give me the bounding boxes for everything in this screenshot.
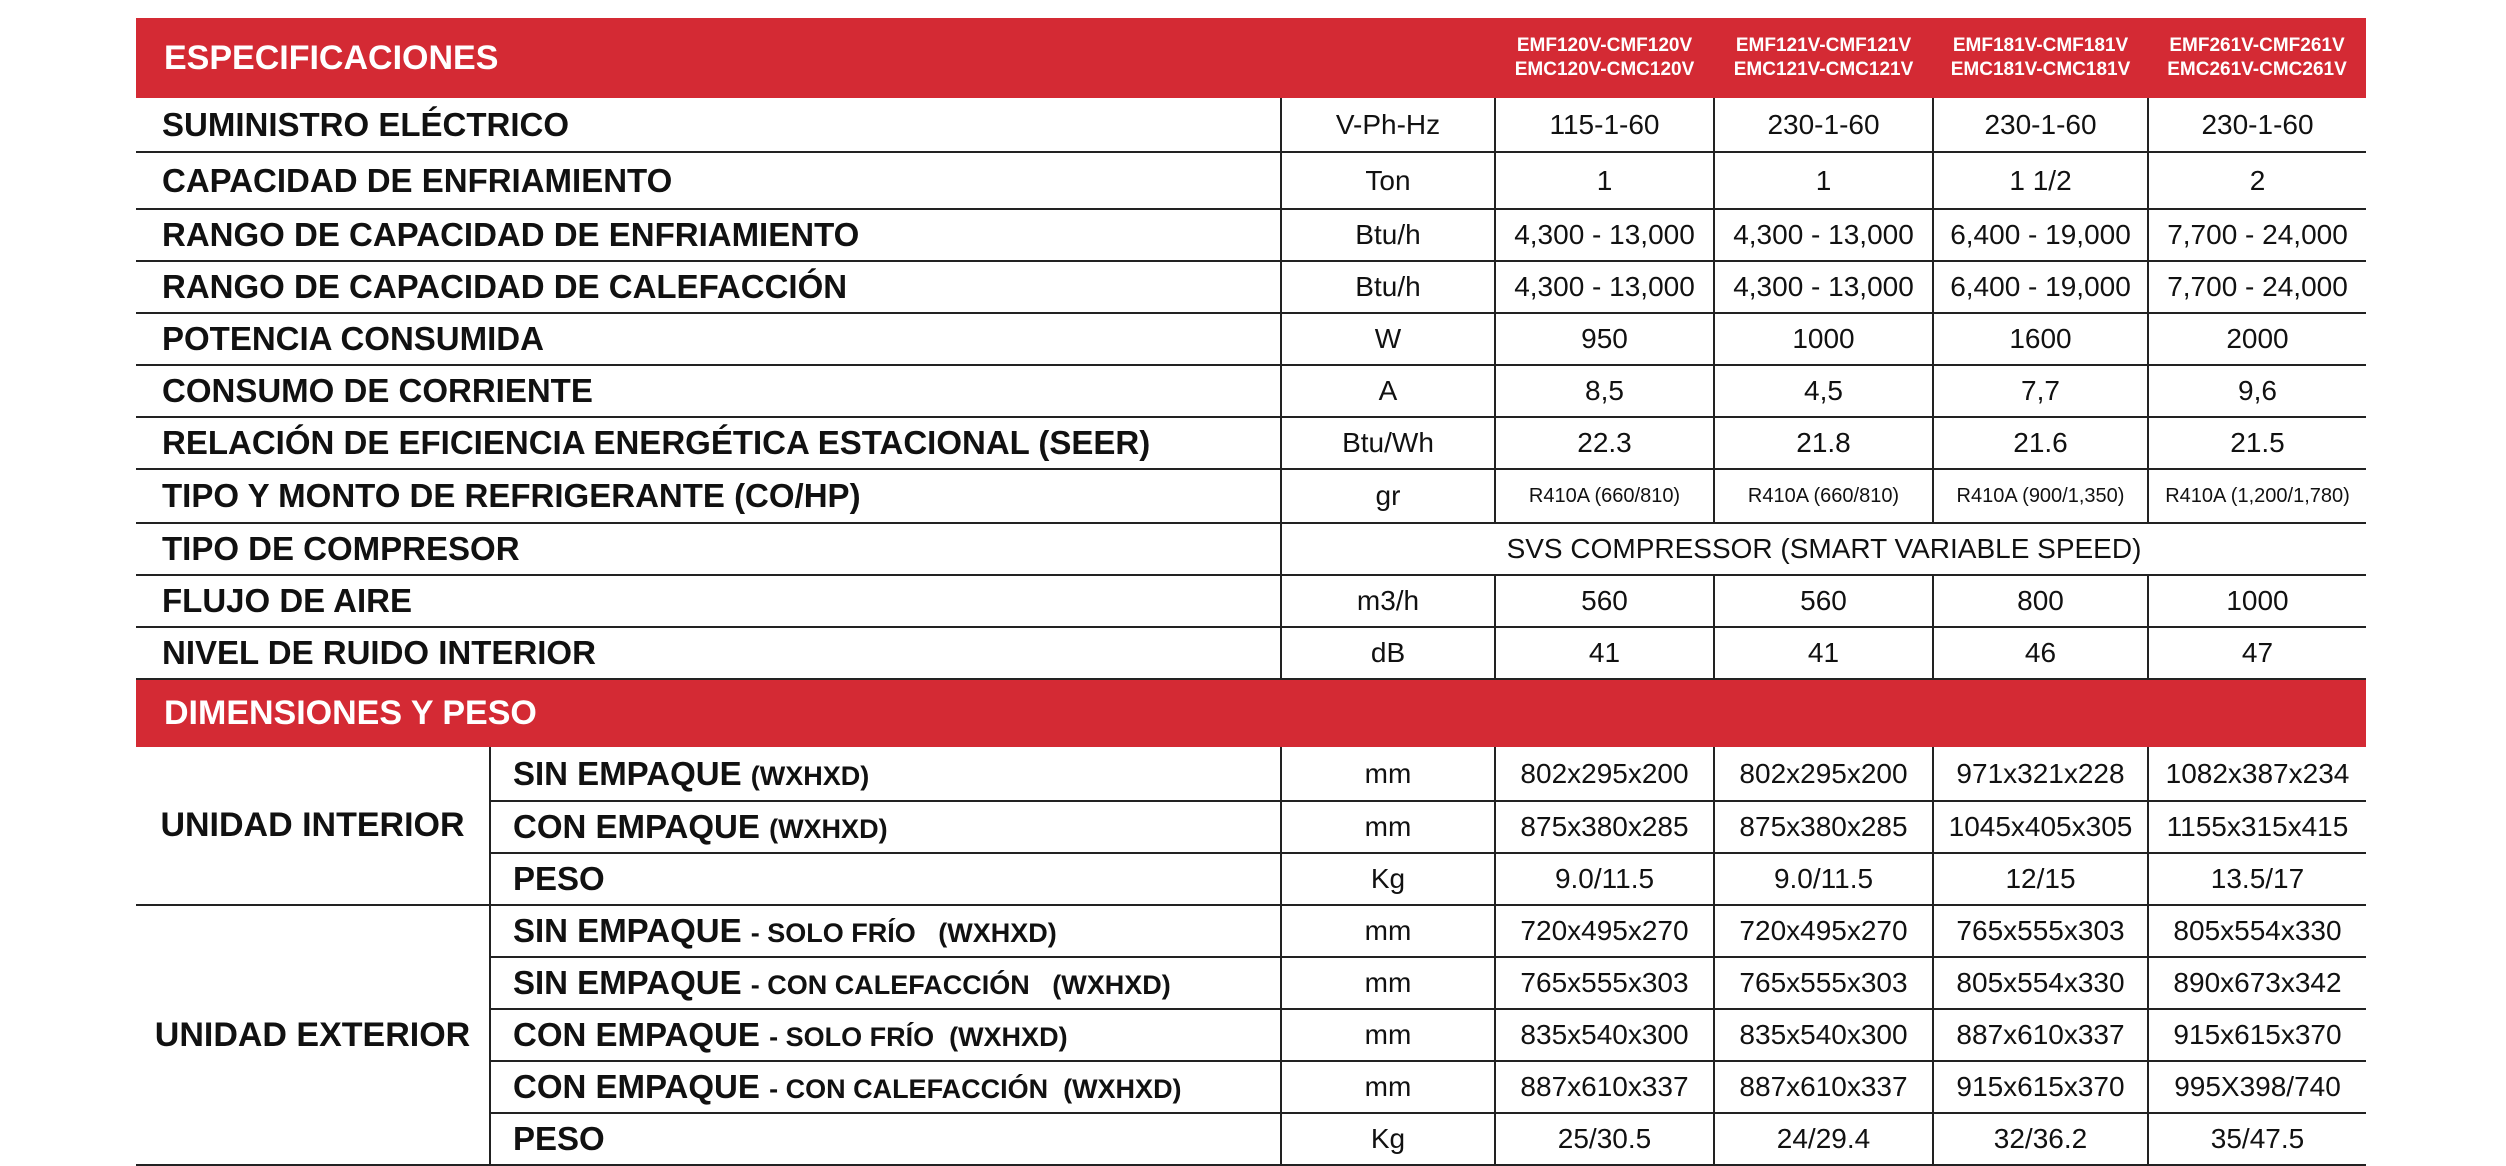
indoor-unit-row bbox=[136, 747, 2366, 801]
spec-value: 950 bbox=[1495, 313, 1714, 365]
spec-value: 46 bbox=[1933, 627, 2148, 679]
model-header-2: EMF121V-CMF121V EMC121V-CMC121V bbox=[1714, 18, 1933, 98]
dimension-detail: (WXHXD) bbox=[750, 760, 870, 791]
spec-row bbox=[136, 365, 2366, 417]
spec-value: R410A (1,200/1,780) bbox=[2148, 469, 2366, 523]
spec-value: 8,5 bbox=[1495, 365, 1714, 417]
spec-value: 560 bbox=[1714, 575, 1933, 627]
spec-value: R410A (660/810) bbox=[1495, 469, 1714, 523]
spec-unit: W bbox=[1281, 313, 1495, 365]
spec-value: 1 bbox=[1714, 152, 1933, 209]
dimensions-band bbox=[136, 679, 2366, 747]
spec-label: FLUJO DE AIRE bbox=[136, 575, 1281, 627]
spec-unit: Ton bbox=[1281, 152, 1495, 209]
dimension-value: 805x554x330 bbox=[2148, 905, 2366, 957]
spec-value: R410A (900/1,350) bbox=[1933, 469, 2148, 523]
spec-value: 1000 bbox=[2148, 575, 2366, 627]
dimension-value: 720x495x270 bbox=[1714, 905, 1933, 957]
dimension-value: 835x540x300 bbox=[1714, 1009, 1933, 1061]
dimension-value: 875x380x285 bbox=[1495, 801, 1714, 853]
dimension-unit: mm bbox=[1281, 905, 1495, 957]
dimension-label bbox=[490, 1113, 1281, 1165]
specifications-sheet bbox=[136, 18, 2366, 1166]
spec-value: 115-1-60 bbox=[1495, 98, 1714, 152]
model-header-1: EMF120V-CMF120V EMC120V-CMC120V bbox=[1495, 18, 1714, 98]
dimension-value: 802x295x200 bbox=[1714, 747, 1933, 801]
dimension-label bbox=[490, 801, 1281, 853]
dimension-unit: mm bbox=[1281, 1061, 1495, 1113]
spec-label: RANGO DE CAPACIDAD DE CALEFACCIÓN bbox=[136, 261, 1281, 313]
dimension-main: CON EMPAQUE bbox=[513, 808, 760, 845]
spec-label: SUMINISTRO ELÉCTRICO bbox=[136, 98, 1281, 152]
spec-value: 21.6 bbox=[1933, 417, 2148, 469]
dimension-label bbox=[490, 853, 1281, 905]
spec-value: 4,300 - 13,000 bbox=[1495, 261, 1714, 313]
specifications-table bbox=[136, 18, 2366, 1166]
dimension-value: 35/47.5 bbox=[2148, 1113, 2366, 1165]
spec-unit: A bbox=[1281, 365, 1495, 417]
spec-label: POTENCIA CONSUMIDA bbox=[136, 313, 1281, 365]
model-header-4: EMF261V-CMF261V EMC261V-CMC261V bbox=[2148, 18, 2366, 98]
spec-row bbox=[136, 627, 2366, 679]
spec-value: 1 1/2 bbox=[1933, 152, 2148, 209]
dimension-main: CON EMPAQUE bbox=[513, 1068, 760, 1105]
dimension-main: SIN EMPAQUE bbox=[513, 912, 742, 949]
spec-value: 47 bbox=[2148, 627, 2366, 679]
section-title-dimensions: DIMENSIONES Y PESO bbox=[136, 679, 2366, 747]
spec-label: RANGO DE CAPACIDAD DE ENFRIAMIENTO bbox=[136, 209, 1281, 261]
spec-value: 2000 bbox=[2148, 313, 2366, 365]
spec-row bbox=[136, 417, 2366, 469]
dimension-value: 720x495x270 bbox=[1495, 905, 1714, 957]
dimension-unit: mm bbox=[1281, 747, 1495, 801]
dimension-detail: (WXHXD) bbox=[769, 814, 888, 844]
dimension-value: 765x555x303 bbox=[1933, 905, 2148, 957]
spec-row bbox=[136, 209, 2366, 261]
dimension-value: 835x540x300 bbox=[1495, 1009, 1714, 1061]
spec-value: 560 bbox=[1495, 575, 1714, 627]
spec-value: R410A (660/810) bbox=[1714, 469, 1933, 523]
dimension-main: PESO bbox=[513, 1120, 605, 1157]
dimension-value: 887x610x337 bbox=[1933, 1009, 2148, 1061]
dimension-label bbox=[490, 747, 1281, 801]
dimension-detail: - CON CALEFACCIÓN (WXHXD) bbox=[769, 1074, 1182, 1104]
dimension-main: SIN EMPAQUE bbox=[513, 964, 742, 1001]
spec-span-value: SVS COMPRESSOR (SMART VARIABLE SPEED) bbox=[1281, 523, 2366, 575]
dimension-value: 890x673x342 bbox=[2148, 957, 2366, 1009]
dimension-value: 9.0/11.5 bbox=[1495, 853, 1714, 905]
dimension-main: PESO bbox=[513, 860, 605, 897]
spec-value: 7,700 - 24,000 bbox=[2148, 209, 2366, 261]
dimension-value: 1155x315x415 bbox=[2148, 801, 2366, 853]
spec-unit: gr bbox=[1281, 469, 1495, 523]
dimension-detail: - SOLO FRÍO (WXHXD) bbox=[750, 918, 1057, 948]
spec-value: 4,300 - 13,000 bbox=[1714, 261, 1933, 313]
spec-value: 21.5 bbox=[2148, 417, 2366, 469]
spec-value: 9,6 bbox=[2148, 365, 2366, 417]
spec-value: 4,300 - 13,000 bbox=[1714, 209, 1933, 261]
dimension-value: 12/15 bbox=[1933, 853, 2148, 905]
dimension-value: 765x555x303 bbox=[1714, 957, 1933, 1009]
spec-value: 230-1-60 bbox=[2148, 98, 2366, 152]
spec-unit: Btu/Wh bbox=[1281, 417, 1495, 469]
spec-value: 7,700 - 24,000 bbox=[2148, 261, 2366, 313]
section-title-specifications: ESPECIFICACIONES bbox=[136, 18, 1495, 98]
spec-value: 21.8 bbox=[1714, 417, 1933, 469]
dimension-value: 32/36.2 bbox=[1933, 1113, 2148, 1165]
spec-value: 230-1-60 bbox=[1714, 98, 1933, 152]
spec-row bbox=[136, 261, 2366, 313]
spec-unit: Btu/h bbox=[1281, 261, 1495, 313]
spec-value: 7,7 bbox=[1933, 365, 2148, 417]
dimension-unit: mm bbox=[1281, 801, 1495, 853]
spec-value: 6,400 - 19,000 bbox=[1933, 261, 2148, 313]
dimension-value: 24/29.4 bbox=[1714, 1113, 1933, 1165]
spec-label: RELACIÓN DE EFICIENCIA ENERGÉTICA ESTACIONAL (SEER) bbox=[136, 417, 1281, 469]
dimension-label bbox=[490, 1061, 1281, 1113]
spec-row bbox=[136, 523, 2366, 575]
spec-label: NIVEL DE RUIDO INTERIOR bbox=[136, 627, 1281, 679]
model-header-3: EMF181V-CMF181V EMC181V-CMC181V bbox=[1933, 18, 2148, 98]
spec-row bbox=[136, 575, 2366, 627]
spec-value: 1000 bbox=[1714, 313, 1933, 365]
dimension-value: 995X398/740 bbox=[2148, 1061, 2366, 1113]
dimension-unit: Kg bbox=[1281, 853, 1495, 905]
outdoor-unit-row bbox=[136, 905, 2366, 957]
dimension-label bbox=[490, 1009, 1281, 1061]
dimension-label bbox=[490, 905, 1281, 957]
dimension-main: CON EMPAQUE bbox=[513, 1016, 760, 1053]
spec-label: CONSUMO DE CORRIENTE bbox=[136, 365, 1281, 417]
indoor-unit-label: UNIDAD INTERIOR bbox=[136, 747, 490, 905]
spec-value: 230-1-60 bbox=[1933, 98, 2148, 152]
dimension-detail: - CON CALEFACCIÓN (WXHXD) bbox=[750, 970, 1171, 1000]
dimension-value: 9.0/11.5 bbox=[1714, 853, 1933, 905]
spec-value: 4,5 bbox=[1714, 365, 1933, 417]
dimension-value: 971x321x228 bbox=[1933, 747, 2148, 801]
spec-value: 6,400 - 19,000 bbox=[1933, 209, 2148, 261]
spec-value: 41 bbox=[1495, 627, 1714, 679]
dimension-value: 13.5/17 bbox=[2148, 853, 2366, 905]
dimension-value: 1045x405x305 bbox=[1933, 801, 2148, 853]
dimension-value: 875x380x285 bbox=[1714, 801, 1933, 853]
spec-unit: V-Ph-Hz bbox=[1281, 98, 1495, 152]
spec-value: 1600 bbox=[1933, 313, 2148, 365]
dimension-value: 802x295x200 bbox=[1495, 747, 1714, 801]
spec-label: TIPO DE COMPRESOR bbox=[136, 523, 1281, 575]
dimension-value: 805x554x330 bbox=[1933, 957, 2148, 1009]
dimension-detail: - SOLO FRÍO (WXHXD) bbox=[769, 1022, 1068, 1052]
spec-label: CAPACIDAD DE ENFRIAMIENTO bbox=[136, 152, 1281, 209]
header-band bbox=[136, 18, 2366, 98]
spec-unit: m3/h bbox=[1281, 575, 1495, 627]
spec-value: 1 bbox=[1495, 152, 1714, 209]
spec-value: 22.3 bbox=[1495, 417, 1714, 469]
dimension-label bbox=[490, 957, 1281, 1009]
dimension-value: 1082x387x234 bbox=[2148, 747, 2366, 801]
dimension-value: 887x610x337 bbox=[1495, 1061, 1714, 1113]
dimension-value: 887x610x337 bbox=[1714, 1061, 1933, 1113]
dimension-value: 915x615x370 bbox=[2148, 1009, 2366, 1061]
spec-row bbox=[136, 152, 2366, 209]
spec-value: 800 bbox=[1933, 575, 2148, 627]
spec-value: 4,300 - 13,000 bbox=[1495, 209, 1714, 261]
spec-label: TIPO Y MONTO DE REFRIGERANTE (CO/HP) bbox=[136, 469, 1281, 523]
dimension-value: 765x555x303 bbox=[1495, 957, 1714, 1009]
dimension-unit: mm bbox=[1281, 1009, 1495, 1061]
dimension-value: 915x615x370 bbox=[1933, 1061, 2148, 1113]
outdoor-unit-label: UNIDAD EXTERIOR bbox=[136, 905, 490, 1165]
spec-unit: Btu/h bbox=[1281, 209, 1495, 261]
spec-row bbox=[136, 469, 2366, 523]
dimension-main: SIN EMPAQUE bbox=[513, 754, 742, 792]
spec-value: 41 bbox=[1714, 627, 1933, 679]
spec-row bbox=[136, 98, 2366, 152]
specifications-body bbox=[136, 18, 2366, 1165]
dimension-unit: mm bbox=[1281, 957, 1495, 1009]
dimension-unit: Kg bbox=[1281, 1113, 1495, 1165]
spec-unit: dB bbox=[1281, 627, 1495, 679]
dimension-value: 25/30.5 bbox=[1495, 1113, 1714, 1165]
spec-row bbox=[136, 313, 2366, 365]
spec-value: 2 bbox=[2148, 152, 2366, 209]
